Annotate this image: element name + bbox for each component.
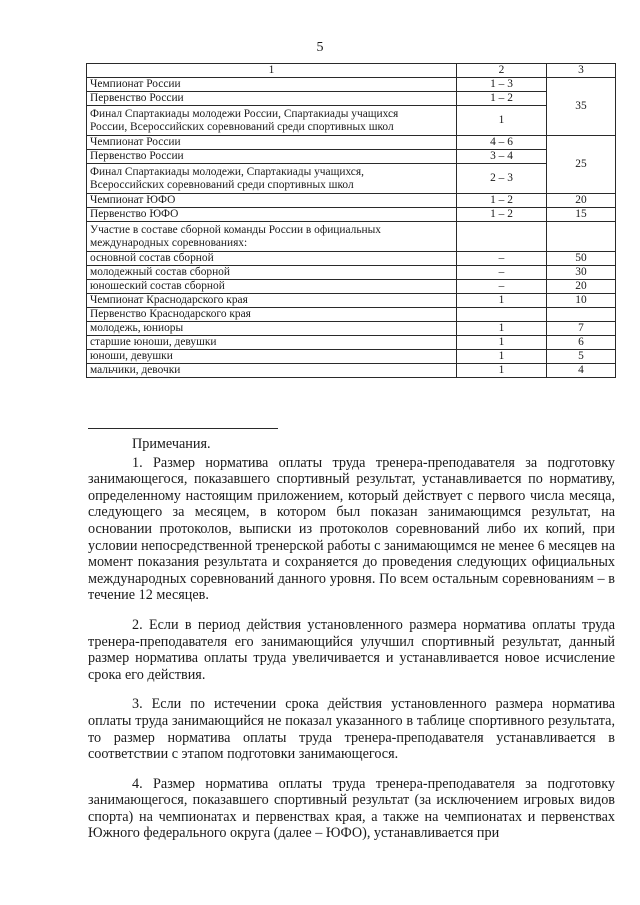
competition-cell: основной состав сборной [87, 252, 457, 266]
table-row [87, 150, 616, 164]
competition-cell [87, 106, 457, 136]
competition-cell [87, 164, 457, 194]
competition-line: Участие в составе сборной команды России в официальных [90, 223, 381, 236]
footnote-divider [88, 428, 278, 429]
notes-section [88, 436, 615, 855]
competition-cell: молодежный состав сборной [87, 266, 457, 280]
place-cell [457, 222, 547, 252]
place-cell: 1 [457, 294, 547, 308]
table-row [87, 222, 616, 252]
competition-cell: Первенство России [87, 150, 457, 164]
competition-line: Всероссийских соревнований среди спортивных школ [90, 178, 354, 191]
place-cell: – [457, 252, 547, 266]
place-cell [457, 308, 547, 322]
table-row [87, 280, 616, 294]
place-cell: 2 – 3 [457, 164, 547, 194]
table-row [87, 336, 616, 350]
value-cell: 50 [547, 252, 616, 266]
table-row [87, 252, 616, 266]
competition-line: Финал Спартакиады молодежи, Спартакиады учащихся, [90, 165, 364, 178]
competition-cell: мальчики, девочки [87, 364, 457, 378]
table-header-cell: 3 [547, 64, 616, 78]
value-cell [547, 308, 616, 322]
table-row [87, 136, 616, 150]
value-cell [547, 222, 616, 252]
competition-cell: Чемпионат ЮФО [87, 194, 457, 208]
value-cell: 30 [547, 266, 616, 280]
table-row [87, 322, 616, 336]
note-paragraph: 4. Размер норматива оплаты труда тренера-преподавателя за подготовку занимающегося, показавшего спортивный результат (за исключением игровых видов спорта) на чемпионатах и первенствах края, а также на чемпионатах и первенствах Южного федерального округа (далее – ЮФО), устанавливается при [88, 775, 615, 842]
competition-cell: молодежь, юниоры [87, 322, 457, 336]
competition-cell: старшие юноши, девушки [87, 336, 457, 350]
note-paragraph: 1. Размер норматива оплаты труда тренера-преподавателя за подготовку занимающегося, показавшего спортивный результат, устанавливается по нормативу, определенному настоящим приложением, который действует с первого числа месяца, следующего за месяцем, в котором был показан занимающимся результат, на основании протоколов, выписки из протоколов соревнований либо их копий, при условии непосредственной тренерской работы с занимающимся не менее 6 месяцев на момент показания результата и сохраняется до проведения следующих официальных международных соревнований данного уровня. По всем остальным соревнованиям – в течение 12 месяцев. [88, 454, 615, 604]
competition-cell: Чемпионат Краснодарского края [87, 294, 457, 308]
competition-cell: Первенство России [87, 92, 457, 106]
competition-cell: юношеский состав сборной [87, 280, 457, 294]
competition-line: международных соревнованиях: [90, 236, 248, 249]
competition-cell: Чемпионат России [87, 78, 457, 92]
table-row [87, 164, 616, 194]
value-cell: 6 [547, 336, 616, 350]
table-header-cell: 1 [87, 64, 457, 78]
value-cell: 4 [547, 364, 616, 378]
competition-cell: Первенство Краснодарского края [87, 308, 457, 322]
table-row [87, 350, 616, 364]
table-row [87, 266, 616, 280]
competition-cell: юноши, девушки [87, 350, 457, 364]
competition-cell: Чемпионат России [87, 136, 457, 150]
value-cell: 20 [547, 280, 616, 294]
table-row [87, 294, 616, 308]
notes-title: Примечания. [132, 436, 211, 452]
note-paragraph: 2. Если в период действия установленного размера норматива оплаты труда тренера-преподавателя его занимающийся улучшил спортивный результат, данный размер норматива оплаты труда увеличивается и устанавливается новое исчисление срока его действия. [88, 616, 615, 683]
place-cell: 1 – 3 [457, 78, 547, 92]
value-cell: 35 [547, 78, 616, 136]
table-header-cell: 2 [457, 64, 547, 78]
value-cell: 10 [547, 294, 616, 308]
place-cell: 1 [457, 106, 547, 136]
competition-cell [87, 222, 457, 252]
table-row [87, 106, 616, 136]
table-row [87, 208, 616, 222]
page-number: 5 [316, 40, 324, 55]
table-row [87, 308, 616, 322]
table-row [87, 364, 616, 378]
place-cell: 1 – 2 [457, 208, 547, 222]
place-cell: 1 – 2 [457, 194, 547, 208]
value-cell: 20 [547, 194, 616, 208]
value-cell: 15 [547, 208, 616, 222]
place-cell: 1 [457, 336, 547, 350]
place-cell: – [457, 280, 547, 294]
table-row [87, 78, 616, 92]
table-header-row [87, 64, 616, 78]
place-cell: 1 [457, 364, 547, 378]
table-row [87, 92, 616, 106]
place-cell: – [457, 266, 547, 280]
place-cell: 1 – 2 [457, 92, 547, 106]
place-cell: 1 [457, 350, 547, 364]
coefficients-table [86, 63, 616, 378]
competition-line: России, Всероссийских соревнований среди спортивных школ [90, 120, 394, 133]
value-cell: 7 [547, 322, 616, 336]
note-paragraph: 3. Если по истечении срока действия установленного размера норматива оплаты труда занимающийся не показал указанного в таблице спортивного результата, то размер норматива оплаты труда тренера-преподавателя устанавливается в соответствии с этапом подготовки занимающегося. [88, 696, 615, 763]
value-cell: 25 [547, 136, 616, 194]
place-cell: 4 – 6 [457, 136, 547, 150]
place-cell: 3 – 4 [457, 150, 547, 164]
competition-line: Финал Спартакиады молодежи России, Спартакиады учащихся [90, 107, 399, 120]
value-cell: 5 [547, 350, 616, 364]
place-cell: 1 [457, 322, 547, 336]
table-row [87, 194, 616, 208]
competition-cell: Первенство ЮФО [87, 208, 457, 222]
